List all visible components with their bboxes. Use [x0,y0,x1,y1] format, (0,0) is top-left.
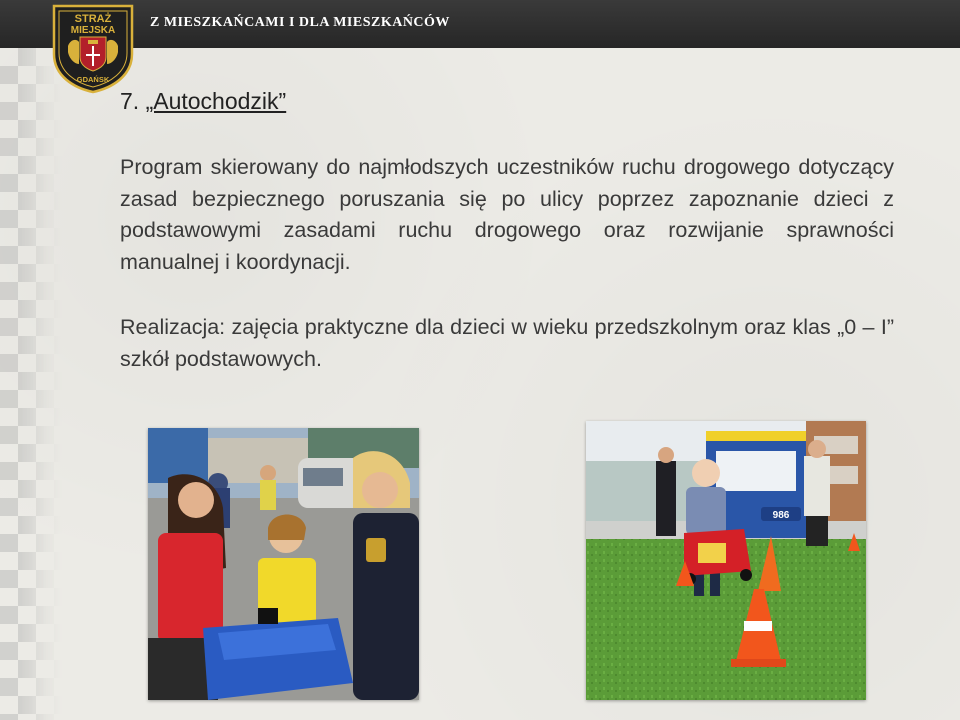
program-description: Program skierowany do najmłodszych uczestników ruchu drogowego dotyczący zasad bezpiecznego poruszania się po ulicy poprzez zapoznanie dzieci z podstawowymi zasadami ruchu drogowego oraz rozwijanie sprawności manualnej i koordynacji. [120,155,894,274]
header-title: Z MIESZKAŃCAMI I DLA MIESZKAŃCÓW [150,15,450,30]
header-bar [0,0,960,48]
booth-number: 986 [772,510,790,521]
logo-middle-text: MIEJSKA [70,25,116,36]
slide-title-number: 7. [120,88,140,114]
slide-title-name: „Autochodzik” [145,88,287,114]
photo-children-with-officer [148,428,419,700]
photo-boy-with-toy-car [586,421,866,700]
straz-miejska-logo [50,2,136,94]
logo-top-text: STRAŻ [74,13,112,25]
logo-bottom-text: GDAŃSK [76,75,110,84]
coat-of-arms-icon [50,2,136,94]
slide-title [120,88,286,115]
realization-description: Realizacja: zajęcia praktyczne dla dzieci w wieku przedszkolnym oraz klas „0 – I” szkół podstawowych. [120,315,894,371]
checkered-border-decoration [0,48,62,720]
